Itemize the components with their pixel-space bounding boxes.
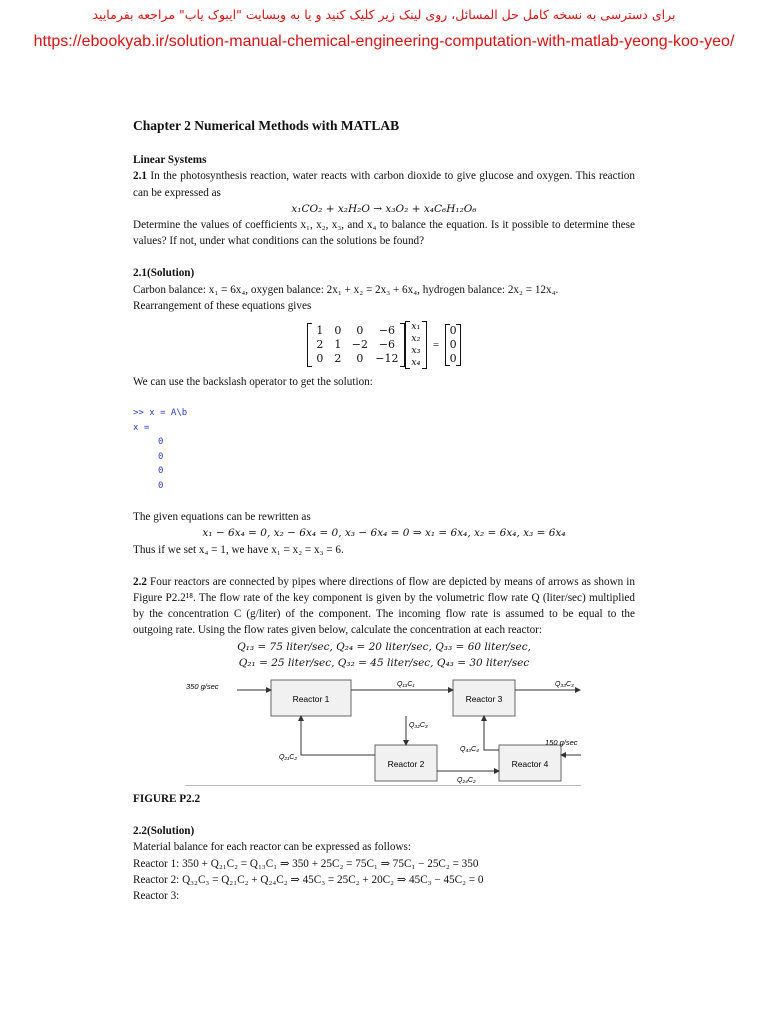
promo-banner-persian[interactable]: برای دسترسی به نسخه کامل حل المسائل، روی لینک زیر کلیک کنید و یا به وبسایت "ایبوک یاب" مراجعه بفرمایید	[92, 7, 676, 22]
reactor-3-label: Reactor 3	[465, 694, 503, 705]
inflow-4-label: 150 g/sec	[545, 738, 578, 748]
rearrangement-text: Rearrangement of these equations gives	[133, 299, 312, 312]
problem-number: 2.1	[133, 170, 147, 183]
solution-heading: 2.2(Solution)	[133, 825, 195, 838]
q21-label: Q₂₁C₂	[278, 754, 297, 762]
rewrite-equation: x₁ − 6x₄ = 0, x₂ − 6x₄ = 0, x₃ − 6x₄ = 0 ⇒ x₁ = 6x₄, x₂ = 6x₄, x₃ = 6x₄	[202, 527, 566, 540]
problem-text: In the photosynthesis reaction, water reacts with carbon dioxide to give glucose and oxygen. This reaction can be expressed as	[133, 170, 635, 199]
matlab-output	[133, 406, 635, 493]
coefficient-matrix: 1 0 0 −6 2 1 −2 −6 0 2 0 −12	[307, 323, 405, 367]
document-page	[133, 118, 635, 904]
reactor-4-label: Reactor 4	[511, 759, 549, 770]
matlab-command: >> x = A\b	[133, 408, 188, 419]
solution-heading: 2.1(Solution)	[133, 267, 195, 280]
matlab-value: 0	[158, 466, 164, 477]
figure-caption: FIGURE P2.2	[133, 793, 201, 806]
reactor-2-equation: Reactor 2: Q₃₂C₃ = Q₂₁C₂ + Q₂₄C₂ ⇒ 45C₃ = 25C₂ + 20C₂ ⇒ 45C₃ − 45C₂ = 0	[133, 873, 484, 886]
flow-rates-line-2: Q₂₁ = 25 liter/sec, Q₃₂ = 45 liter/sec, Q₄₃ = 30 liter/sec	[238, 656, 530, 669]
q24-label: Q₂₄C₂	[457, 777, 476, 785]
unknown-vector: x₁ x₂ x₃ x₄	[405, 321, 427, 369]
problem-text: Four reactors are connected by pipes where directions of flow are depicted by means of arrows as shown in Figure P2.2¹⁸. The flow rate of the key component is given by the volumetric flow rate Q (liter/sec) multiplied by the concentration C (g/liter) of the component. The incoming flow rate is assumed to be equal to the outgoing rate. Using the flow rates given below, calculate the concentration at each reactor:	[133, 575, 635, 637]
reactor-1-label: Reactor 1	[292, 694, 330, 705]
q43-arrow	[484, 716, 499, 750]
problem-question: Determine the values of coefficients x₁, x₂, x₃, and x₄ to balance the equation. Is it possible to determine these values? If not, under what conditions can the solutions be found?	[133, 219, 635, 248]
q32-label: Q₃₂C₃	[409, 722, 428, 730]
reactor-2-label: Reactor 2	[387, 759, 425, 770]
matlab-value: 0	[158, 480, 164, 491]
solution-intro: Material balance for each reactor can be expressed as follows:	[133, 841, 411, 854]
matlab-value: 0	[158, 451, 164, 462]
q33-label: Q₃₃C₃	[555, 681, 574, 689]
problem-2-2	[133, 574, 635, 639]
chapter-title: Chapter 2 Numerical Methods with MATLAB	[133, 118, 400, 133]
balance-equations: Carbon balance: x₁ = 6x₄, oxygen balance: 2x₁ + x₂ = 2x₃ + 6x₄, hydrogen balance: 2x₂ = 12x₄.	[133, 283, 559, 296]
problem-number: 2.2	[133, 575, 147, 588]
reactor-1-equation: Reactor 1: 350 + Q₂₁C₂ = Q₁₃C₁ ⇒ 350 + 25C₂ = 75C₁ ⇒ 75C₁ − 25C₂ = 350	[133, 857, 479, 870]
inflow-1-label: 350 g/sec	[186, 682, 219, 692]
backslash-text: We can use the backslash operator to get the solution:	[133, 376, 373, 389]
zero-vector: 0 0 0	[445, 324, 461, 366]
rewrite-text: The given equations can be rewritten as	[133, 511, 311, 524]
problem-2-1	[133, 168, 635, 200]
q21-arrow	[301, 716, 375, 755]
flow-rates-line-1: Q₁₃ = 75 liter/sec, Q₂₄ = 20 liter/sec, Q₃₃ = 60 liter/sec,	[237, 640, 531, 653]
reaction-equation: x₁CO₂ + x₂H₂O → x₃O₂ + x₄C₆H₁₂O₆	[291, 202, 477, 215]
q13-label: Q₁₃C₁	[397, 681, 415, 689]
promo-link[interactable]: https://ebookyab.ir/solution-manual-chemical-engineering-computation-with-matlab-yeong-koo-yeo/	[33, 33, 735, 50]
matlab-var: x =	[133, 422, 150, 433]
q43-label: Q₄₃C₄	[460, 746, 479, 754]
reactor-diagram	[185, 675, 581, 786]
section-heading: Linear Systems	[133, 154, 207, 167]
reactor-3-equation: Reactor 3:	[133, 890, 180, 903]
thus-text: Thus if we set x₄ = 1, we have x₁ = x₂ = x₃ = 6.	[133, 543, 344, 556]
matrix-equation: 1 0 0 −6 2 1 −2 −6 0 2 0 −12 x₁ x₂ x₃ x₄ = 0 0 0	[133, 320, 635, 370]
reactor-diagram-svg	[185, 675, 581, 785]
matlab-value: 0	[158, 437, 164, 448]
